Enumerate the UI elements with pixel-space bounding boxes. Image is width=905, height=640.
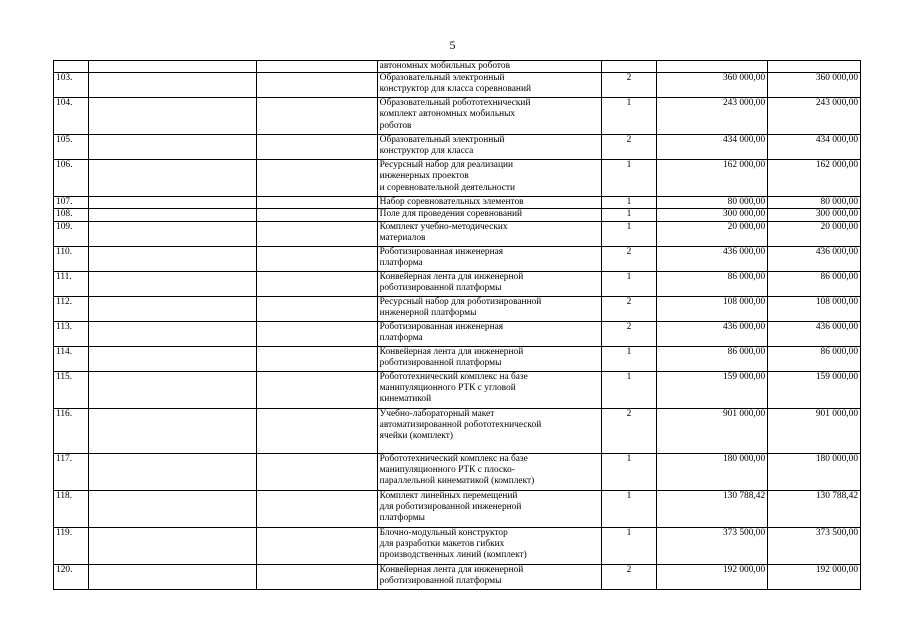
- cell-price: [657, 61, 768, 73]
- cell-qty: 1: [601, 98, 656, 135]
- cell-price: 192 000,00: [657, 564, 768, 589]
- cell-empty-1: [89, 98, 257, 135]
- table-row: [54, 321, 861, 346]
- cell-qty: 1: [601, 209, 656, 221]
- cell-empty-1: [89, 346, 257, 371]
- cell-qty: 1: [601, 160, 656, 197]
- page-number: 5: [449, 38, 456, 52]
- cell-name: Комплект линейных перемещений для роботизированной инженерной платформы: [377, 490, 601, 527]
- cell-num: 110.: [54, 246, 89, 271]
- cell-empty-2: [256, 453, 377, 490]
- cell-empty-2: [256, 271, 377, 296]
- cell-price: 300 000,00: [657, 209, 768, 221]
- cell-total: 80 000,00: [768, 197, 861, 209]
- cell-empty-1: [89, 564, 257, 589]
- cell-name: Конвейерная лента для инженерной роботизированной платформы: [377, 564, 601, 589]
- cell-price: 108 000,00: [657, 296, 768, 321]
- table-row: [54, 98, 861, 135]
- cell-num: 119.: [54, 527, 89, 564]
- cell-empty-1: [89, 73, 257, 98]
- cell-total: 300 000,00: [768, 209, 861, 221]
- cell-name: Ресурсный набор для роботизированной инженерной платформы: [377, 296, 601, 321]
- cell-total: 86 000,00: [768, 346, 861, 371]
- cell-empty-1: [89, 135, 257, 160]
- cell-qty: 1: [601, 271, 656, 296]
- table-row: [54, 296, 861, 321]
- cell-num: 120.: [54, 564, 89, 589]
- cell-total: 180 000,00: [768, 453, 861, 490]
- cell-qty: 2: [601, 246, 656, 271]
- cell-total: 130 788,42: [768, 490, 861, 527]
- cell-price: 243 000,00: [657, 98, 768, 135]
- table-row: [54, 527, 861, 564]
- cell-num: 116.: [54, 408, 89, 453]
- cell-price: 86 000,00: [657, 346, 768, 371]
- cell-empty-1: [89, 296, 257, 321]
- cell-price: 180 000,00: [657, 453, 768, 490]
- cell-total: 373 500,00: [768, 527, 861, 564]
- cell-qty: 1: [601, 453, 656, 490]
- cell-empty-1: [89, 408, 257, 453]
- cell-total: 434 000,00: [768, 135, 861, 160]
- cell-empty-1: [89, 371, 257, 408]
- cell-empty-2: [256, 408, 377, 453]
- table-row: [54, 246, 861, 271]
- cell-name: Робототехнический комплекс на базе манипуляционного РТК с угловой кинематикой: [377, 371, 601, 408]
- cell-total: 901 000,00: [768, 408, 861, 453]
- cell-price: 436 000,00: [657, 246, 768, 271]
- table-row: [54, 73, 861, 98]
- cell-qty: 2: [601, 408, 656, 453]
- cell-name: Учебно-лабораторный макет автоматизированной робототехнической ячейки (комплект): [377, 408, 601, 453]
- table-row: [54, 135, 861, 160]
- cell-name: Набор соревновательных элементов: [377, 197, 601, 209]
- cell-empty-2: [256, 490, 377, 527]
- cell-qty: 2: [601, 73, 656, 98]
- cell-empty-1: [89, 209, 257, 221]
- cell-price: 436 000,00: [657, 321, 768, 346]
- cell-num: 107.: [54, 197, 89, 209]
- cell-name: Конвейерная лента для инженерной роботизированной платформы: [377, 346, 601, 371]
- cell-name: Роботизированная инженерная платформа: [377, 321, 601, 346]
- cell-num: 109.: [54, 221, 89, 246]
- cell-name: Комплект учебно-методических материалов: [377, 221, 601, 246]
- cell-num: 118.: [54, 490, 89, 527]
- cell-price: 434 000,00: [657, 135, 768, 160]
- cell-num: [54, 61, 89, 73]
- cell-price: 360 000,00: [657, 73, 768, 98]
- cell-total: 86 000,00: [768, 271, 861, 296]
- cell-price: 162 000,00: [657, 160, 768, 197]
- table-row: [54, 564, 861, 589]
- cell-name: Роботизированная инженерная платформа: [377, 246, 601, 271]
- cell-num: 112.: [54, 296, 89, 321]
- cell-total: [768, 61, 861, 73]
- cell-empty-2: [256, 221, 377, 246]
- cell-qty: [601, 61, 656, 73]
- cell-empty-1: [89, 61, 257, 73]
- cell-num: 111.: [54, 271, 89, 296]
- cell-total: 159 000,00: [768, 371, 861, 408]
- cell-price: 20 000,00: [657, 221, 768, 246]
- cell-empty-1: [89, 246, 257, 271]
- cell-num: 103.: [54, 73, 89, 98]
- cell-total: 192 000,00: [768, 564, 861, 589]
- continuation-row: [54, 61, 861, 73]
- cell-qty: 1: [601, 490, 656, 527]
- cell-total: 108 000,00: [768, 296, 861, 321]
- cell-empty-1: [89, 160, 257, 197]
- cell-total: 243 000,00: [768, 98, 861, 135]
- cell-empty-2: [256, 564, 377, 589]
- cell-price: 80 000,00: [657, 197, 768, 209]
- cell-name: Образовательный электронный конструктор для класса соревнований: [377, 73, 601, 98]
- cell-num: 117.: [54, 453, 89, 490]
- cell-qty: 2: [601, 296, 656, 321]
- cell-empty-2: [256, 61, 377, 73]
- cell-empty-2: [256, 135, 377, 160]
- cell-empty-2: [256, 197, 377, 209]
- cell-empty-2: [256, 346, 377, 371]
- cell-empty-2: [256, 98, 377, 135]
- cell-name: автономных мобильных роботов: [377, 61, 601, 73]
- cell-price: 130 788,42: [657, 490, 768, 527]
- cell-num: 106.: [54, 160, 89, 197]
- table-row: [54, 197, 861, 209]
- cell-empty-1: [89, 197, 257, 209]
- cell-price: 86 000,00: [657, 271, 768, 296]
- cell-num: 113.: [54, 321, 89, 346]
- cell-qty: 2: [601, 135, 656, 160]
- cell-empty-1: [89, 321, 257, 346]
- cell-empty-1: [89, 490, 257, 527]
- table-row: [54, 271, 861, 296]
- cell-qty: 2: [601, 564, 656, 589]
- table-row: [54, 408, 861, 453]
- cell-empty-2: [256, 371, 377, 408]
- cell-name: Робототехнический комплекс на базе манипуляционного РТК с плоско- параллельной кинематикой (комплект): [377, 453, 601, 490]
- table-row: [54, 209, 861, 221]
- cell-empty-1: [89, 221, 257, 246]
- table-row: [54, 453, 861, 490]
- cell-empty-2: [256, 160, 377, 197]
- cell-qty: 1: [601, 221, 656, 246]
- cell-empty-1: [89, 527, 257, 564]
- cell-num: 114.: [54, 346, 89, 371]
- cell-qty: 2: [601, 321, 656, 346]
- table-row: [54, 221, 861, 246]
- cell-qty: 1: [601, 527, 656, 564]
- cell-name: Ресурсный набор для реализации инженерных проектов и соревновательной деятельности: [377, 160, 601, 197]
- cell-num: 104.: [54, 98, 89, 135]
- cell-empty-2: [256, 73, 377, 98]
- cell-total: 436 000,00: [768, 246, 861, 271]
- cell-name: Блочно-модульный конструктор для разработки макетов гибких производственных линий (комплект): [377, 527, 601, 564]
- cell-num: 105.: [54, 135, 89, 160]
- cell-empty-2: [256, 209, 377, 221]
- cell-name: Образовательный робототехнический комплект автономных мобильных роботов: [377, 98, 601, 135]
- cell-empty-2: [256, 321, 377, 346]
- table-row: [54, 371, 861, 408]
- cell-qty: 1: [601, 197, 656, 209]
- cell-num: 108.: [54, 209, 89, 221]
- cell-total: 20 000,00: [768, 221, 861, 246]
- cell-name: Конвейерная лента для инженерной роботизированной платформы: [377, 271, 601, 296]
- table-row: [54, 490, 861, 527]
- table-body: [54, 61, 861, 590]
- table-row: [54, 346, 861, 371]
- cell-empty-1: [89, 453, 257, 490]
- cell-qty: 1: [601, 346, 656, 371]
- cell-empty-1: [89, 271, 257, 296]
- cell-empty-2: [256, 296, 377, 321]
- cell-price: 159 000,00: [657, 371, 768, 408]
- cell-price: 901 000,00: [657, 408, 768, 453]
- equipment-table: [53, 60, 861, 590]
- cell-qty: 1: [601, 371, 656, 408]
- cell-total: 360 000,00: [768, 73, 861, 98]
- cell-num: 115.: [54, 371, 89, 408]
- cell-price: 373 500,00: [657, 527, 768, 564]
- cell-total: 162 000,00: [768, 160, 861, 197]
- cell-empty-2: [256, 246, 377, 271]
- cell-name: Поле для проведения соревнований: [377, 209, 601, 221]
- cell-empty-2: [256, 527, 377, 564]
- cell-total: 436 000,00: [768, 321, 861, 346]
- cell-name: Образовательный электронный конструктор для класса: [377, 135, 601, 160]
- table-row: [54, 160, 861, 197]
